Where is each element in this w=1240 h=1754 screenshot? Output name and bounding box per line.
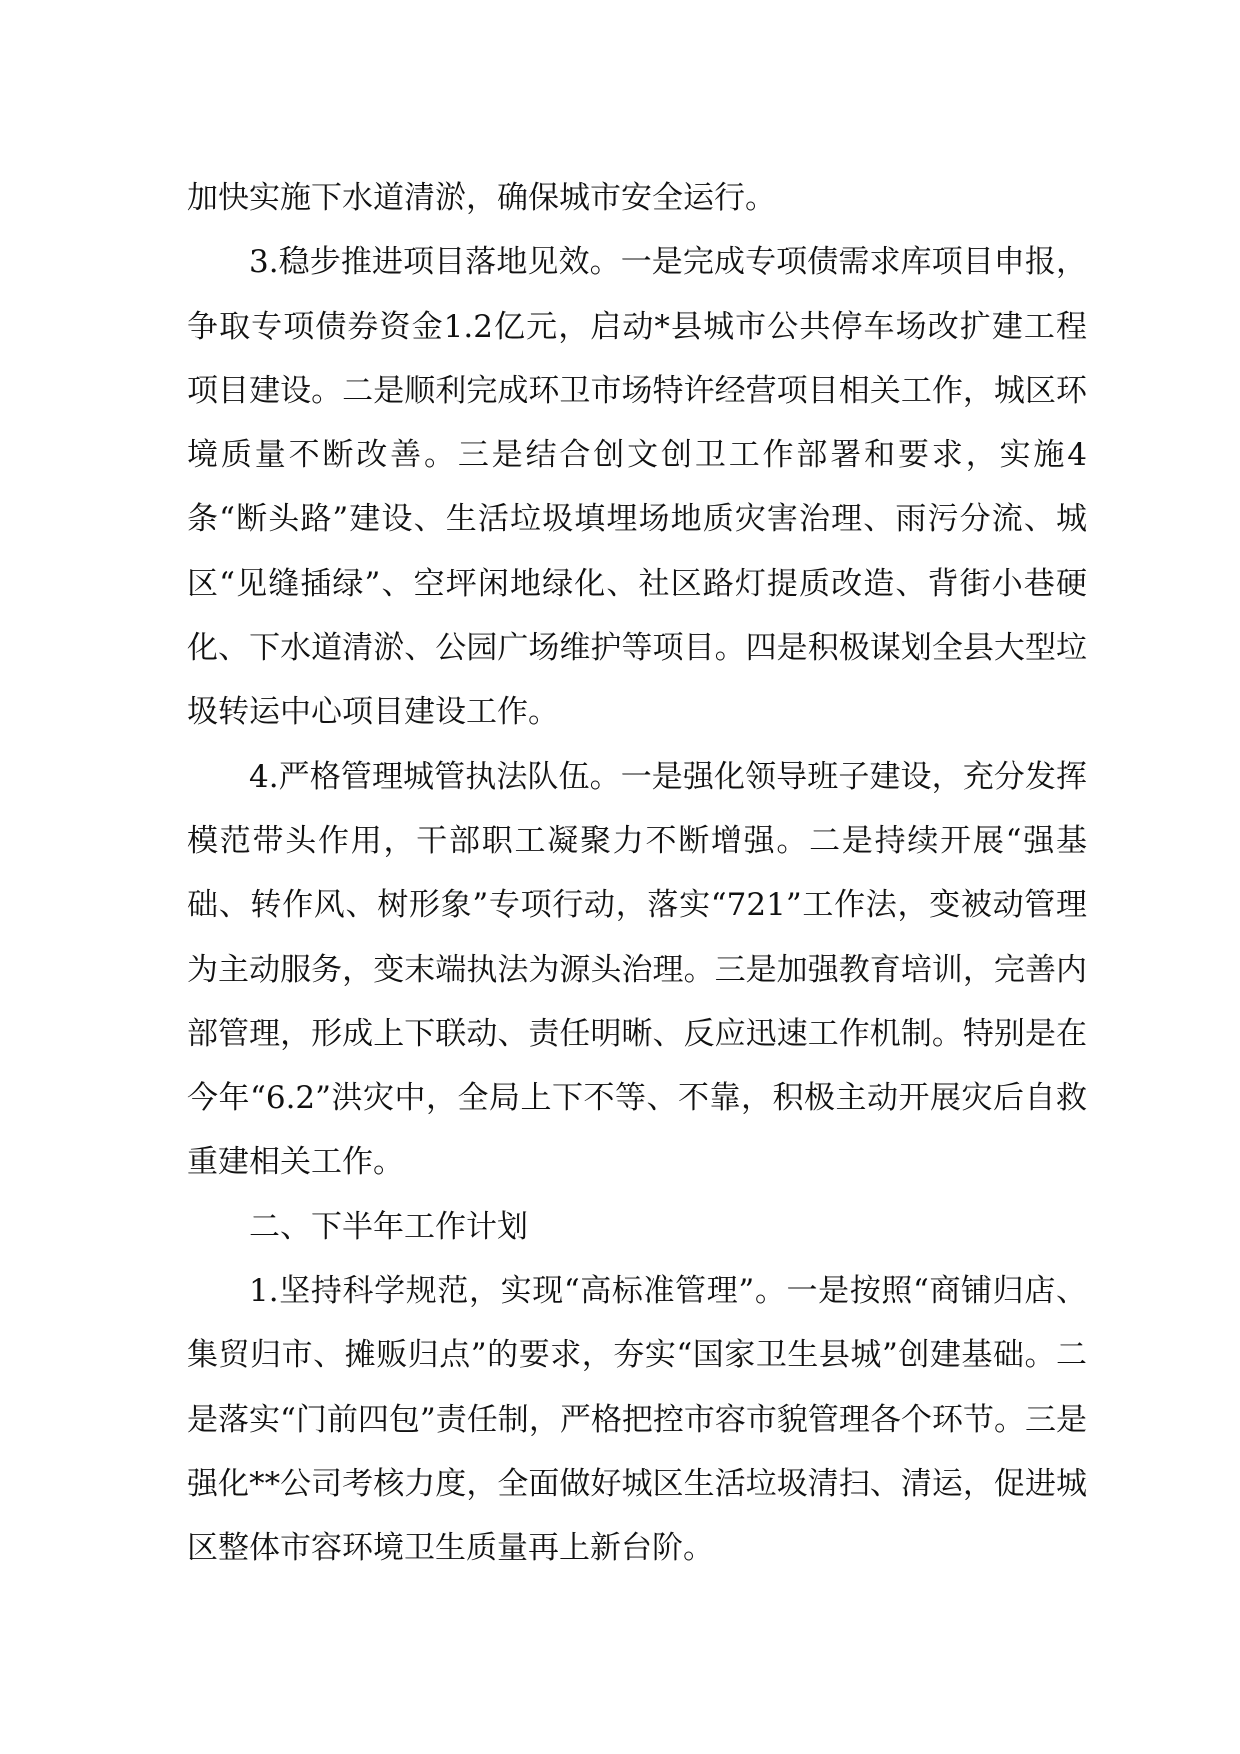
paragraph-continuation: 加快实施下水道清淤，确保城市安全运行。	[187, 180, 776, 216]
paragraph-plan-item-1: 1.坚持科学规范，实现“高标准管理”。一是按照“商铺归店、集贸归市、摊贩归点”的要求，夯实“国家卫生县城”创建基础。二是落实“门前四包”责任制，严格把控市容市貌管理各个环节。三是强化**公司考核力度，全面做好城区生活垃圾清扫、清运，促进城区整体市容环境卫生质量再上新台阶。	[187, 1273, 1087, 1567]
paragraph-item-3: 3.稳步推进项目落地见效。一是完成专项债需求库项目申报，争取专项债券资金1.2亿元，启动*县城市公共停车场改扩建工程项目建设。二是顺利完成环卫市场特许经营项目相关工作，城区环境质量不断改善。三是结合创文创卫工作部署和要求，实施4条“断头路”建设、生活垃圾填埋场地质灾害治理、雨污分流、城区“见缝插绿”、空坪闲地绿化、社区路灯提质改造、背街小巷硬化、下水道清淤、公园广场维护等项目。四是积极谋划全县大型垃圾转运中心项目建设工作。	[187, 244, 1087, 731]
document-body	[187, 166, 1087, 1581]
paragraph-item-4: 4.严格管理城管执法队伍。一是强化领导班子建设，充分发挥模范带头作用，干部职工凝聚力不断增强。二是持续开展“强基础、转作风、树形象”专项行动，落实“721”工作法，变被动管理为主动服务，变末端执法为源头治理。三是加强教育培训，完善内部管理，形成上下联动、责任明晰、反应迅速工作机制。特别是在今年“6.2”洪灾中，全局上下不等、不靠，积极主动开展灾后自救重建相关工作。	[187, 758, 1087, 1181]
section-heading: 二、下半年工作计划	[249, 1208, 528, 1245]
